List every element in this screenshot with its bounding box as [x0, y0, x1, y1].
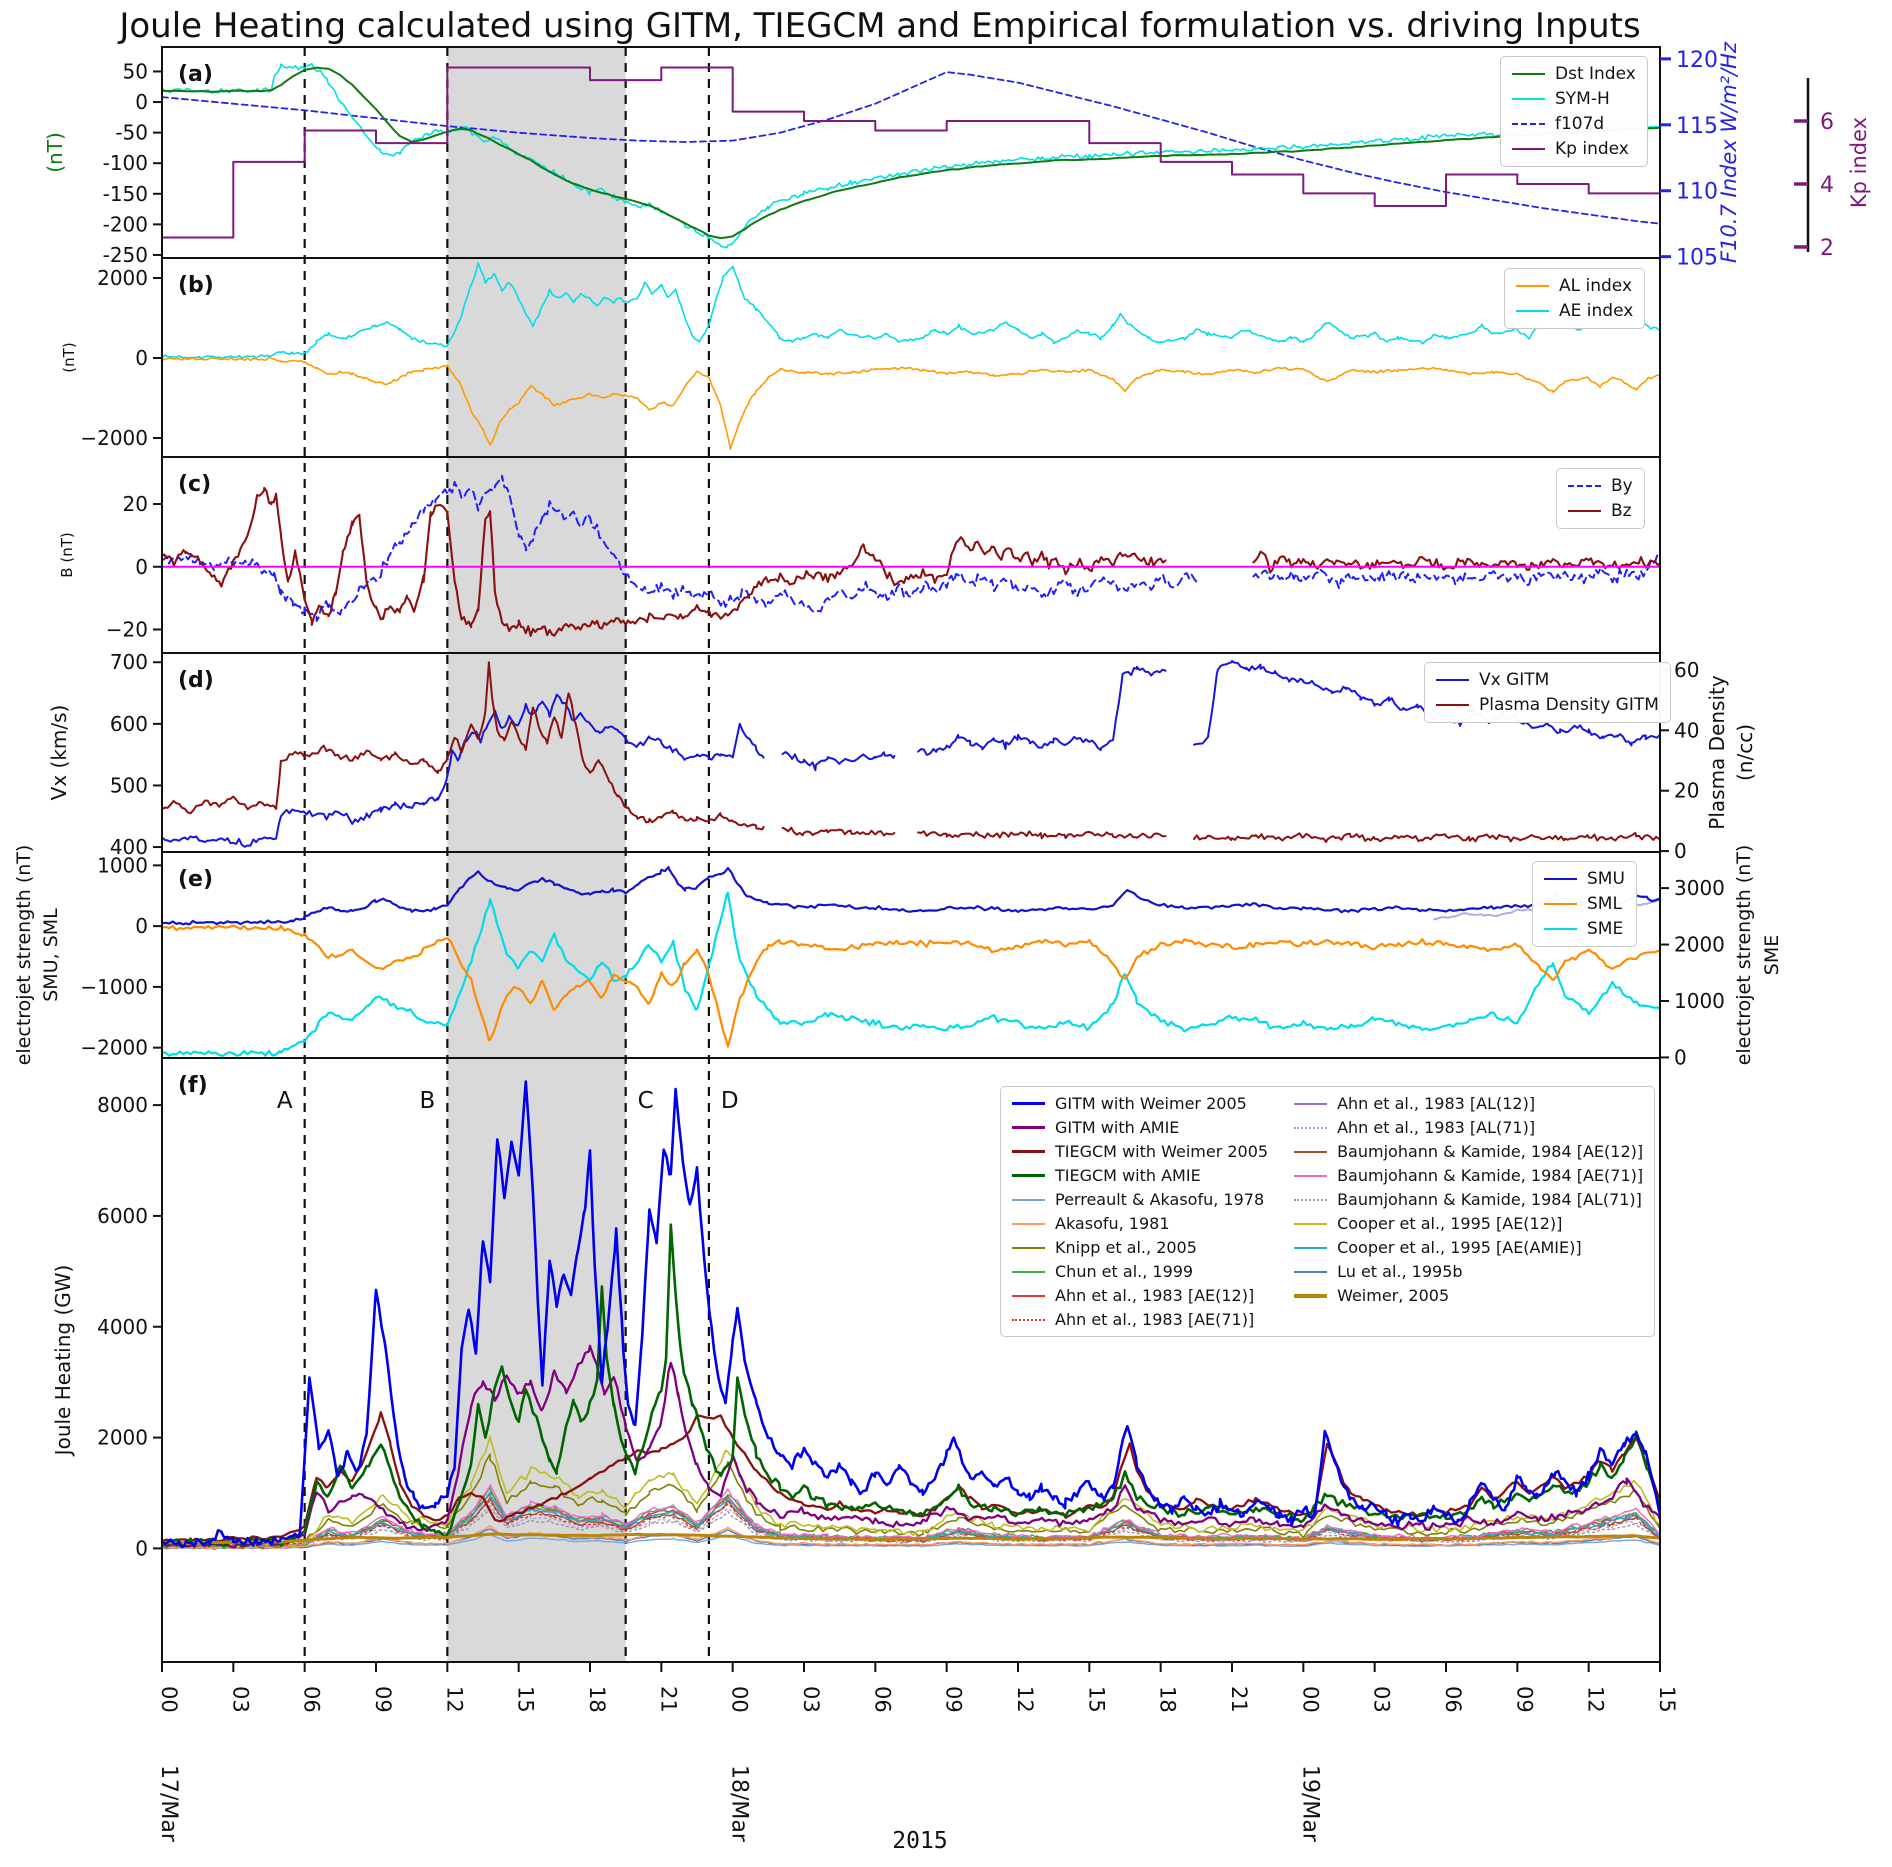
series-by — [162, 476, 1660, 621]
y-tick-label: -150 — [102, 181, 148, 206]
y-tick-label: -200 — [102, 212, 148, 237]
legend-entry-label: Plasma Density GITM — [1479, 695, 1659, 715]
legend-entry-label: Lu et al., 1995b — [1337, 1262, 1463, 1281]
legend-swatch — [1544, 903, 1577, 905]
legend-entry-label: Cooper et al., 1995 [AE(AMIE)] — [1337, 1238, 1582, 1257]
y-tick-label: 2000 — [1674, 932, 1725, 957]
x-tick-label: 12 — [442, 1686, 467, 1713]
series-ae — [162, 263, 1660, 359]
legend-swatch — [1294, 1175, 1327, 1177]
legend-entry-label: f107d — [1555, 114, 1605, 134]
legend-entry-label: Ahn et al., 1983 [AE(71)] — [1055, 1310, 1255, 1329]
y-tick-label: 0 — [135, 554, 148, 579]
legend-swatch — [1012, 1271, 1045, 1273]
legend-entry-label: SMU — [1587, 869, 1625, 889]
y-tick-label: 20 — [122, 492, 148, 517]
legend-entry — [1012, 1310, 1268, 1329]
y-tick-label: 1000 — [97, 853, 148, 878]
y-tick-label: -50 — [115, 120, 148, 145]
panel-e-left-axis-title: electrojet strength (nT) — [13, 844, 35, 1066]
event-label-B: B — [419, 1088, 436, 1114]
legend-entry — [1544, 919, 1625, 939]
series-sme — [162, 893, 1660, 1056]
legend-entry — [1294, 1094, 1643, 1113]
x-tick-label: 18 — [585, 1686, 609, 1713]
x-tick-label: 06 — [1441, 1686, 1465, 1713]
legend-entry — [1012, 1286, 1268, 1305]
legend-entry — [1436, 695, 1659, 715]
legend-swatch — [1294, 1223, 1327, 1225]
legend-entry-label: TIEGCM with Weimer 2005 — [1055, 1142, 1269, 1161]
legend-swatch — [1294, 1151, 1327, 1153]
y-tick-label: 500 — [109, 773, 148, 798]
panel-d-letter: (d) — [178, 668, 214, 693]
y-tick-label: 2000 — [97, 266, 148, 290]
x-tick-label: 09 — [941, 1686, 966, 1713]
panel-c-letter: (c) — [178, 472, 212, 497]
legend-entry — [1294, 1190, 1643, 1209]
y-tick-label: 0 — [135, 1536, 148, 1561]
legend-swatch — [1294, 1199, 1327, 1201]
x-axis-year-label: 2015 — [892, 1828, 948, 1854]
legend-entry-label: AL index — [1559, 276, 1633, 296]
panel-e-letter: (e) — [178, 867, 214, 892]
legend-swatch — [1012, 1199, 1045, 1201]
legend-entry — [1294, 1238, 1643, 1257]
y-tick-label: 700 — [109, 650, 148, 675]
legend-entry-label: Knipp et al., 2005 — [1055, 1238, 1197, 1257]
series-smu — [162, 867, 1660, 924]
panel-c-left-axis-title: B (nT) — [58, 532, 76, 578]
y-tick-label: −1000 — [80, 974, 148, 999]
legend-swatch — [1294, 1103, 1327, 1105]
x-tick-label: 21 — [656, 1686, 681, 1713]
legend-swatch — [1012, 1223, 1045, 1225]
legend-entry — [1294, 1214, 1643, 1233]
legend-swatch — [1012, 1319, 1045, 1321]
legend-entry — [1294, 1118, 1643, 1137]
legend-entry — [1012, 1166, 1268, 1185]
x-date-label: 18/Mar — [726, 1765, 752, 1842]
y-tick-label: −2000 — [80, 1035, 148, 1060]
legend-swatch — [1012, 1247, 1045, 1249]
legend-entry — [1012, 1238, 1268, 1257]
f107-tick-label: 105 — [1676, 245, 1718, 271]
legend-swatch — [1544, 928, 1577, 930]
legend-entry-label: Perreault & Akasofu, 1978 — [1055, 1190, 1265, 1209]
x-tick-label: 06 — [870, 1686, 895, 1713]
kp-tick-label: 2 — [1820, 235, 1834, 261]
y-tick-label: 400 — [109, 835, 148, 860]
legend-entry — [1568, 476, 1633, 496]
panel-e-left-axis-title: SMU, SML — [40, 908, 62, 1002]
legend-entry-label: Ahn et al., 1983 [AL(71)] — [1337, 1118, 1536, 1137]
kp-tick-label: 6 — [1820, 110, 1834, 136]
event-label-A: A — [276, 1088, 293, 1114]
legend-entry-label: Dst Index — [1555, 64, 1636, 84]
x-tick-label: 09 — [371, 1686, 395, 1713]
f107-axis-title: F10.7 Index W/m²/Hz — [1717, 42, 1741, 263]
panel-d-right-axis-title: (n/cc) — [1733, 723, 1757, 782]
legend-entry — [1512, 89, 1636, 109]
legend-swatch — [1512, 123, 1545, 125]
event-label-C: C — [637, 1088, 654, 1114]
legend-panel-c — [1556, 468, 1645, 529]
kp-tick-label: 4 — [1820, 172, 1834, 198]
legend-swatch — [1012, 1126, 1045, 1129]
x-tick-label: 00 — [1298, 1686, 1323, 1713]
legend-swatch — [1568, 510, 1601, 512]
y-tick-label: 40 — [1674, 718, 1700, 743]
x-tick-label: 15 — [1084, 1686, 1109, 1713]
legend-swatch — [1512, 98, 1545, 100]
y-tick-label: 0 — [1674, 839, 1687, 864]
legend-entry-label: By — [1611, 476, 1633, 496]
y-tick-label: 60 — [1674, 657, 1700, 682]
x-tick-label: 15 — [513, 1686, 538, 1713]
panel-a-letter: (a) — [178, 62, 213, 87]
x-tick-label: 00 — [727, 1686, 752, 1713]
legend-entry — [1516, 276, 1633, 296]
series-bz — [162, 488, 1660, 636]
x-date-label: 19/Mar — [1297, 1765, 1323, 1842]
legend-entry-label: Baumjohann & Kamide, 1984 [AE(12)] — [1337, 1142, 1644, 1161]
panel-d-right-axis-title: Plasma Density — [1705, 675, 1729, 830]
y-tick-label: 8000 — [97, 1093, 148, 1118]
legend-entry — [1516, 301, 1633, 321]
y-tick-label: 3000 — [1674, 876, 1725, 901]
legend-entry-label: Chun et al., 1999 — [1055, 1262, 1194, 1281]
legend-entry — [1012, 1094, 1268, 1113]
kp-axis-title: Kp index — [1847, 116, 1871, 209]
legend-entry-label: SML — [1587, 894, 1622, 914]
legend-entry — [1012, 1118, 1268, 1137]
legend-entry — [1512, 114, 1636, 134]
legend-swatch — [1516, 310, 1549, 312]
series-al — [162, 357, 1660, 449]
legend-swatch — [1012, 1295, 1045, 1297]
legend-swatch — [1294, 1127, 1327, 1129]
legend-entry — [1012, 1142, 1268, 1161]
y-tick-label: 50 — [122, 59, 148, 84]
f107-tick-label: 115 — [1676, 113, 1718, 139]
legend-entry-label: GITM with AMIE — [1055, 1118, 1180, 1137]
panel-b-left-axis-title: (nT) — [60, 342, 78, 373]
legend-entry-label: Weimer, 2005 — [1337, 1286, 1450, 1305]
legend-entry-label: SME — [1587, 919, 1624, 939]
legend-entry — [1512, 139, 1636, 159]
x-tick-label: 18 — [1155, 1686, 1180, 1713]
legend-entry — [1544, 869, 1625, 889]
legend-swatch — [1294, 1271, 1327, 1273]
legend-entry-label: Ahn et al., 1983 [AL(12)] — [1337, 1094, 1536, 1113]
x-tick-label: 00 — [157, 1686, 181, 1713]
panel-c-frame — [162, 457, 1660, 653]
y-tick-label: 6000 — [97, 1203, 148, 1228]
legend-swatch — [1294, 1247, 1327, 1249]
legend-entry — [1568, 501, 1633, 521]
legend-entry-label: Bz — [1611, 501, 1632, 521]
legend-entry-label: TIEGCM with AMIE — [1055, 1166, 1201, 1185]
legend-panel-d — [1424, 662, 1671, 723]
legend-entry-label: GITM with Weimer 2005 — [1055, 1094, 1247, 1113]
legend-entry-label: Vx GITM — [1479, 670, 1550, 690]
legend-entry — [1512, 64, 1636, 84]
legend-panel-e — [1532, 861, 1637, 947]
y-tick-label: −20 — [105, 617, 148, 642]
legend-entry-label: AE index — [1559, 301, 1634, 321]
y-tick-label: 0 — [1674, 1045, 1687, 1070]
series-baum_ae12 — [162, 1498, 1660, 1549]
x-tick-label: 12 — [1013, 1686, 1037, 1713]
legend-panel-f — [1000, 1086, 1655, 1337]
legend-panel-b — [1504, 268, 1645, 329]
y-tick-label: 600 — [109, 711, 148, 736]
x-tick-label: 09 — [1512, 1686, 1537, 1713]
legend-entry-label: Baumjohann & Kamide, 1984 [AE(71)] — [1337, 1166, 1644, 1185]
x-tick-label: 06 — [299, 1686, 324, 1713]
y-tick-label: 2000 — [97, 1425, 148, 1450]
x-tick-label: 03 — [799, 1686, 823, 1713]
legend-column — [1012, 1094, 1268, 1329]
y-tick-label: 20 — [1674, 778, 1700, 803]
legend-swatch — [1012, 1174, 1045, 1177]
legend-swatch — [1294, 1294, 1327, 1298]
legend-entry-label: SYM-H — [1555, 89, 1610, 109]
legend-column — [1294, 1094, 1643, 1329]
y-tick-label: 4000 — [97, 1314, 148, 1339]
legend-entry — [1012, 1190, 1268, 1209]
legend-entry — [1294, 1286, 1643, 1305]
legend-swatch — [1568, 485, 1601, 487]
panel-e-right-axis-title: electrojet strength (nT) — [1733, 844, 1755, 1066]
legend-entry-label: Akasofu, 1981 — [1055, 1214, 1170, 1233]
legend-entry — [1294, 1262, 1643, 1281]
legend-swatch — [1544, 878, 1577, 880]
panel-f-letter: (f) — [178, 1073, 208, 1098]
legend-swatch — [1436, 679, 1469, 681]
series-f107d — [162, 72, 1660, 224]
legend-entry — [1012, 1214, 1268, 1233]
panel-d-left-axis-title: Vx (km/s) — [47, 704, 71, 801]
legend-entry-label: Baumjohann & Kamide, 1984 [AL(71)] — [1337, 1190, 1642, 1209]
series-kp — [162, 68, 1660, 238]
y-tick-label: 0 — [135, 914, 148, 939]
y-tick-label: 0 — [135, 90, 148, 115]
panel-b-letter: (b) — [178, 273, 214, 298]
legend-entry — [1294, 1166, 1643, 1185]
y-tick-label: −2000 — [80, 426, 148, 450]
x-tick-label: 21 — [1227, 1686, 1251, 1713]
x-tick-label: 03 — [228, 1686, 253, 1713]
panel-a-frame — [162, 47, 1660, 258]
panel-e-right-axis-title: SME — [1761, 934, 1783, 976]
legend-entry — [1436, 670, 1659, 690]
legend-swatch — [1512, 148, 1545, 150]
x-tick-label: 03 — [1369, 1686, 1394, 1713]
legend-swatch — [1012, 1102, 1045, 1105]
panel-b-frame — [162, 258, 1660, 457]
x-tick-label: 15 — [1655, 1686, 1679, 1713]
y-tick-label: 0 — [135, 346, 148, 370]
y-tick-label: -250 — [102, 242, 148, 267]
series-tiegcm_weimer — [162, 1412, 1660, 1542]
legend-swatch — [1436, 704, 1469, 706]
f107-tick-label: 120 — [1676, 47, 1718, 73]
legend-entry — [1294, 1142, 1643, 1161]
legend-swatch — [1516, 285, 1549, 287]
x-tick-label: 12 — [1583, 1686, 1608, 1713]
legend-entry — [1544, 894, 1625, 914]
legend-entry-label: Ahn et al., 1983 [AE(12)] — [1055, 1286, 1255, 1305]
f107-tick-label: 110 — [1676, 179, 1718, 205]
y-tick-label: -100 — [102, 151, 148, 176]
legend-panel-a — [1500, 56, 1648, 167]
y-tick-label: 1000 — [1674, 988, 1725, 1013]
legend-entry-label: Kp index — [1555, 139, 1629, 159]
x-date-label: 17/Mar — [156, 1765, 181, 1842]
panel-a-left-axis-title: (nT) — [43, 132, 67, 173]
series-symh — [162, 64, 1660, 248]
legend-entry-label: Cooper et al., 1995 [AE(12)] — [1337, 1214, 1563, 1233]
legend-swatch — [1512, 73, 1545, 75]
legend-swatch — [1012, 1150, 1045, 1153]
legend-entry — [1012, 1262, 1268, 1281]
panel-f-left-axis-title: Joule Heating (GW) — [51, 1264, 75, 1456]
event-label-D: D — [720, 1088, 739, 1114]
figure-title: Joule Heating calculated using GITM, TIEGCM and Empirical formulation vs. driving Inputs — [119, 6, 1641, 46]
